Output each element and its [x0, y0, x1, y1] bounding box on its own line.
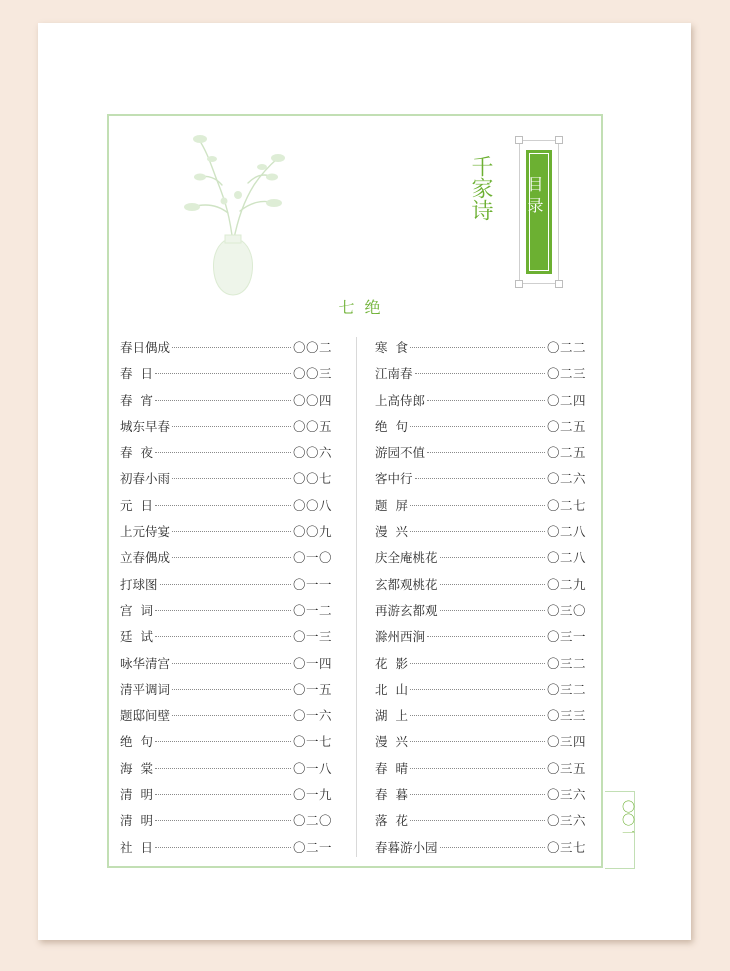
- book-title: 千家诗: [468, 155, 493, 221]
- entry-title: 花 影: [375, 655, 408, 671]
- toc-entry[interactable]: [375, 519, 586, 545]
- entry-title: 打球图: [120, 576, 158, 592]
- entry-title: 宫 词: [120, 602, 153, 618]
- entry-page-number: 〇一三: [292, 629, 332, 645]
- dot-leader: [410, 347, 545, 348]
- toc-entry[interactable]: [120, 782, 332, 808]
- entry-title: 绝 句: [375, 418, 408, 434]
- toc-entry[interactable]: [120, 651, 332, 677]
- dot-leader: [427, 452, 545, 453]
- dot-leader: [155, 794, 291, 795]
- section-title: 七绝: [338, 298, 391, 317]
- entry-page-number: 〇〇二: [292, 340, 332, 355]
- dot-leader: [410, 741, 545, 742]
- entry-page-number: 〇三〇: [546, 602, 586, 618]
- entry-page-number: 〇一七: [292, 734, 332, 750]
- entry-page-number: 〇三一: [546, 629, 586, 645]
- toc-entry[interactable]: [120, 808, 332, 834]
- entry-title: 春 日: [120, 366, 153, 382]
- dot-leader: [410, 768, 545, 769]
- entry-title: 玄都观桃花: [375, 576, 438, 592]
- entry-page-number: 〇二五: [546, 445, 586, 461]
- entry-page-number: 〇三六: [546, 787, 586, 803]
- entry-title: 题 屏: [375, 497, 408, 513]
- corner-handle-icon: [555, 136, 563, 144]
- entry-page-number: 〇二二: [546, 340, 586, 355]
- book-page: [38, 23, 691, 940]
- toc-label: 目 录: [525, 176, 544, 214]
- toc-entry[interactable]: [375, 466, 586, 492]
- entry-page-number: 〇〇五: [292, 418, 332, 434]
- toc-entry[interactable]: [120, 414, 332, 440]
- toc-entry[interactable]: [375, 361, 586, 387]
- dot-leader: [410, 715, 545, 716]
- dot-leader: [160, 584, 291, 585]
- dot-leader: [427, 400, 545, 401]
- toc-entry[interactable]: [375, 835, 586, 861]
- entry-page-number: 〇一五: [292, 681, 332, 697]
- entry-page-number: 〇〇七: [292, 471, 332, 487]
- toc-entry[interactable]: [120, 835, 332, 861]
- dot-leader: [410, 505, 545, 506]
- toc-entry[interactable]: [375, 388, 586, 414]
- entry-page-number: 〇〇八: [292, 497, 332, 513]
- toc-entry[interactable]: [120, 493, 332, 519]
- toc-tag-band: [526, 150, 552, 274]
- entry-page-number: 〇三二: [546, 655, 586, 671]
- entry-page-number: 〇一六: [292, 708, 332, 724]
- entry-title: 春暮游小园: [375, 839, 438, 855]
- entry-title: 春日偶成: [120, 340, 171, 355]
- entry-title: 春 夜: [120, 445, 153, 461]
- dot-leader: [410, 663, 545, 664]
- toc-entry[interactable]: [120, 756, 332, 782]
- entry-page-number: 〇〇六: [292, 445, 332, 461]
- entry-title: 廷 试: [120, 629, 153, 645]
- entry-title: 社 日: [120, 839, 153, 855]
- entry-title: 海 棠: [120, 760, 153, 776]
- column-divider: [356, 337, 357, 857]
- toc-entry[interactable]: [375, 782, 586, 808]
- toc-entry[interactable]: [375, 703, 586, 729]
- entry-page-number: 〇二七: [546, 497, 586, 513]
- dot-leader: [410, 794, 545, 795]
- entry-page-number: 〇一九: [292, 787, 332, 803]
- dot-leader: [155, 452, 291, 453]
- entry-title: 咏华清宫: [120, 655, 171, 671]
- dot-leader: [155, 820, 291, 821]
- vase-flower-icon: [178, 123, 288, 298]
- corner-handle-icon: [515, 280, 523, 288]
- toc-entry[interactable]: [375, 493, 586, 519]
- toc-entry[interactable]: [375, 677, 586, 703]
- toc-entry[interactable]: [120, 545, 332, 571]
- entry-title: 漫 兴: [375, 524, 408, 540]
- entry-title: 漫 兴: [375, 734, 408, 750]
- entry-page-number: 〇二四: [546, 392, 586, 408]
- entry-page-number: 〇二一: [292, 839, 332, 855]
- dot-leader: [172, 347, 291, 348]
- toc-entry[interactable]: [120, 572, 332, 598]
- dot-leader: [155, 768, 291, 769]
- toc-entry[interactable]: [120, 335, 332, 361]
- entry-title: 清 明: [120, 813, 153, 829]
- entry-title: 客中行: [375, 471, 413, 487]
- entry-title: 元 日: [120, 497, 153, 513]
- dot-leader: [440, 557, 545, 558]
- toc-tag: [519, 140, 559, 284]
- entry-title: 庆全庵桃花: [375, 550, 438, 566]
- entry-title: 游园不值: [375, 445, 426, 461]
- dot-leader: [440, 847, 545, 848]
- entry-title: 绝 句: [120, 734, 153, 750]
- entry-page-number: 〇一四: [292, 655, 332, 671]
- entry-page-number: 〇二六: [546, 471, 586, 487]
- entry-title: 滁州西涧: [375, 629, 426, 645]
- dot-leader: [410, 531, 545, 532]
- entry-title: 春 晴: [375, 760, 408, 776]
- toc-entry[interactable]: [120, 703, 332, 729]
- entry-title: 城东早春: [120, 418, 171, 434]
- toc-entry[interactable]: [375, 545, 586, 571]
- toc-entry[interactable]: [120, 519, 332, 545]
- dot-leader: [415, 478, 545, 479]
- entry-title: 湖 上: [375, 708, 408, 724]
- toc-right-column: [375, 335, 586, 861]
- toc-entry[interactable]: [375, 335, 586, 361]
- entry-title: 春 暮: [375, 787, 408, 803]
- entry-page-number: 〇三六: [546, 813, 586, 829]
- entry-page-number: 〇〇三: [292, 366, 332, 382]
- toc-entry[interactable]: [120, 729, 332, 755]
- entry-page-number: 〇二八: [546, 550, 586, 566]
- entry-page-number: 〇二九: [546, 576, 586, 592]
- entry-page-number: 〇一八: [292, 760, 332, 776]
- entry-title: 江南春: [375, 366, 413, 382]
- entry-page-number: 〇〇四: [292, 392, 332, 408]
- entry-page-number: 〇〇九: [292, 524, 332, 540]
- toc-entry[interactable]: [375, 624, 586, 650]
- entry-title: 初春小雨: [120, 471, 171, 487]
- entry-page-number: 〇三七: [546, 839, 586, 855]
- page-number-tab: [605, 791, 635, 869]
- entry-title: 清 明: [120, 787, 153, 803]
- entry-title: 北 山: [375, 681, 408, 697]
- entry-title: 寒 食: [375, 340, 408, 355]
- dot-leader: [172, 426, 291, 427]
- dot-leader: [415, 373, 545, 374]
- dot-leader: [155, 373, 291, 374]
- dot-leader: [172, 663, 291, 664]
- entry-page-number: 〇三五: [546, 760, 586, 776]
- page-number: 〇〇一: [619, 800, 634, 839]
- entry-title: 再游玄都观: [375, 602, 438, 618]
- dot-leader: [410, 689, 545, 690]
- toc-entry[interactable]: [375, 572, 586, 598]
- toc-left-column: [120, 335, 332, 861]
- dot-leader: [155, 400, 291, 401]
- entry-page-number: 〇二八: [546, 524, 586, 540]
- entry-title: 题邸间壁: [120, 708, 171, 724]
- dot-leader: [172, 557, 291, 558]
- entry-page-number: 〇二〇: [292, 813, 332, 829]
- toc-entry[interactable]: [375, 440, 586, 466]
- toc-entry[interactable]: [375, 414, 586, 440]
- entry-title: 清平调词: [120, 681, 171, 697]
- dot-leader: [155, 636, 291, 637]
- dot-leader: [172, 531, 291, 532]
- toc-entry[interactable]: [375, 598, 586, 624]
- corner-handle-icon: [515, 136, 523, 144]
- dot-leader: [172, 478, 291, 479]
- dot-leader: [155, 505, 291, 506]
- dot-leader: [440, 584, 545, 585]
- toc-entry[interactable]: [375, 651, 586, 677]
- entry-title: 落 花: [375, 813, 408, 829]
- dot-leader: [410, 820, 545, 821]
- toc-entry[interactable]: [120, 466, 332, 492]
- dot-leader: [172, 715, 291, 716]
- entry-title: 立春偶成: [120, 550, 171, 566]
- toc-entry[interactable]: [120, 624, 332, 650]
- toc-entry[interactable]: [120, 440, 332, 466]
- dot-leader: [155, 741, 291, 742]
- dot-leader: [155, 847, 291, 848]
- toc-entry[interactable]: [120, 388, 332, 414]
- entry-title: 上元侍宴: [120, 524, 171, 540]
- toc-entry[interactable]: [375, 808, 586, 834]
- toc-entry[interactable]: [120, 361, 332, 387]
- entry-page-number: 〇二五: [546, 418, 586, 434]
- dot-leader: [410, 426, 545, 427]
- entry-page-number: 〇三三: [546, 708, 586, 724]
- dot-leader: [427, 636, 545, 637]
- entry-page-number: 〇一二: [292, 602, 332, 618]
- entry-title: 上高侍郎: [375, 392, 426, 408]
- entry-title: 春 宵: [120, 392, 153, 408]
- entry-page-number: 〇一一: [292, 576, 332, 592]
- entry-page-number: 〇三二: [546, 681, 586, 697]
- dot-leader: [155, 610, 291, 611]
- toc-entry[interactable]: [120, 677, 332, 703]
- dot-leader: [440, 610, 545, 611]
- toc-entry[interactable]: [375, 756, 586, 782]
- toc-entry[interactable]: [120, 598, 332, 624]
- entry-page-number: 〇三四: [546, 734, 586, 750]
- corner-handle-icon: [555, 280, 563, 288]
- dot-leader: [172, 689, 291, 690]
- toc-entry[interactable]: [375, 729, 586, 755]
- entry-page-number: 〇一〇: [292, 550, 332, 566]
- entry-page-number: 〇二三: [546, 366, 586, 382]
